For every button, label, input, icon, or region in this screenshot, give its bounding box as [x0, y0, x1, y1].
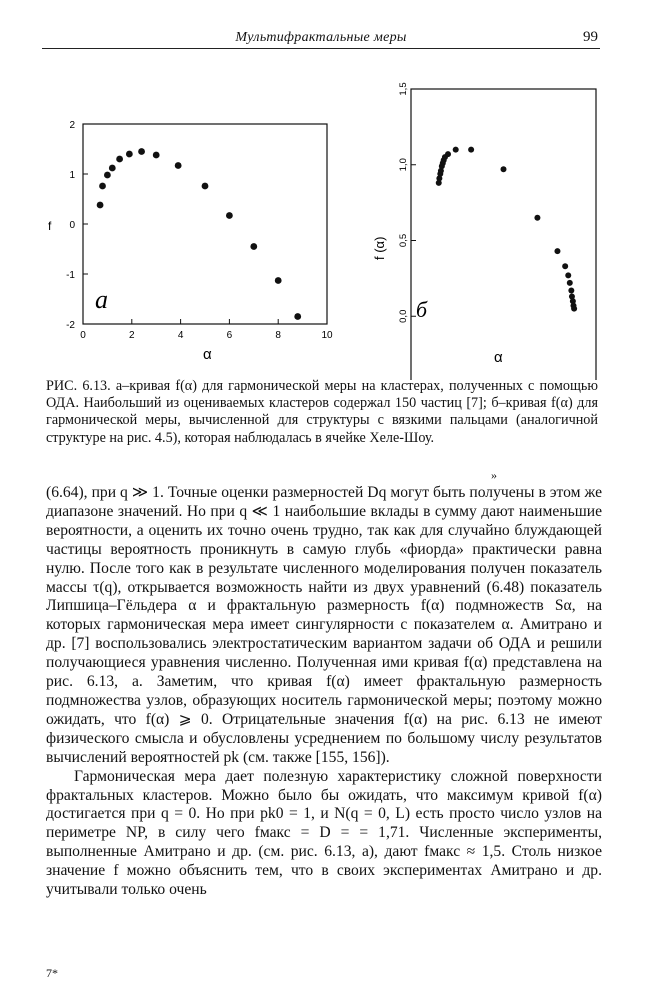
x-tick-label: 0 — [80, 330, 86, 341]
y-tick-label: 0,5 — [398, 233, 409, 248]
data-point — [99, 183, 106, 190]
data-point — [294, 313, 301, 320]
signature-mark: 7* — [46, 966, 58, 980]
data-point — [104, 172, 111, 179]
x-tick-label: 4 — [177, 330, 184, 341]
data-point — [501, 166, 507, 172]
x-tick-label: 10 — [321, 330, 333, 341]
y-tick-label: 1 — [69, 170, 75, 181]
data-point — [175, 162, 182, 169]
data-point — [116, 156, 123, 163]
data-point — [554, 248, 560, 254]
data-point — [453, 147, 459, 153]
page-number: 99 — [583, 29, 598, 45]
data-point — [153, 152, 160, 159]
data-point — [565, 272, 571, 278]
figure-caption: РИС. 6.13. а–кривая f(α) для гармонической меры на кластерах, полученных с помощью ОДА. Наибольший из оцениваемых кластеров содержал 150 частиц [7]; б–кривая f(α) для гармонической меры, вычисленной для структуры с вязкими пальцами (аналогичной структуре на рис. 4.5), которая наблюдалась в ячейке Хеле-Шоу. — [46, 378, 598, 446]
y-tick-label: -2 — [66, 320, 75, 331]
y-tick-label: 2 — [69, 120, 75, 131]
data-point — [109, 165, 116, 172]
data-point — [226, 212, 233, 219]
data-point — [275, 277, 282, 284]
data-point — [126, 151, 133, 158]
figure-svg — [0, 60, 645, 380]
chart-panel-a — [48, 120, 333, 363]
x-axis-label-a: α — [203, 346, 212, 363]
panel-label-b: б — [416, 297, 428, 322]
body-paragraph: Гармоническая мера дает полезную характеристику сложной поверхности фрактальных кластеров. Можно было бы ожидать, что максимум кривой f(α) достигается при q = 0. Но при pk0 = 1, и N(q = 0, L) есть просто число узлов на периметре NP, в силу чего fмакс = D = = 1,71. Численные эксперименты, выполненные Амитрано и др. (см. рис. 6.13, а), дают fмакс ≈ 1,5. Столь низкое значение f можно объяснить тем, что в своих экспериментах Амитрано и др. учитывали только очень — [46, 767, 602, 899]
data-point — [571, 306, 577, 312]
running-title: Мультифрактальные меры — [235, 30, 407, 45]
y-tick-label: 0 — [69, 220, 75, 231]
plot-frame-a — [83, 124, 327, 324]
y-tick-label: 1,5 — [398, 82, 409, 96]
data-point — [445, 151, 451, 157]
y-axis-label-a: f — [48, 219, 52, 233]
data-point — [468, 147, 474, 153]
panel-label-a: a — [95, 285, 108, 314]
data-point — [138, 148, 145, 155]
body-paragraph: (6.64), при q ≫ 1. Точные оценки размерностей Dq могут быть получены в этом же диапазоне значений. Но при q ≪ 1 наибольшие вклады в сумму дают наименьшие вероятности, а оценить их точно очень трудно, так как для случайно блуждающей частицы вероятность проникнуть в самую глубь «фиорда» практически равна нулю. После того как в результате численного моделирования получен показатель массы τ(q), открывается возможность найти из двух уравнений (6.48) показатель Липшица–Гёльдера α и фрактальную размерность f(α) подмножеств Sα, на которых гармоническая мера имеет сингулярности с показателем α. Амитрано и др. [7] воспользовались электростатическим вариантом задачи об ОДА и решили получающиеся уравнения численно. Полученная ими кривая f(α) представлена на рис. 6.13, а. Заметим, что кривая f(α) имеет фрактальную размерность подмножества узлов, образующих носитель гармонической меры; поэтому можно ожидать, что f(α) ⩾ 0. Отрицательные значения f(α) на рис. 6.13 не имеют физического смысла и обусловлены усреднением по большому числу результатов вычислений вероятностей pk (см. также [155, 156]). — [46, 484, 602, 766]
x-tick-label: 2 — [129, 330, 135, 341]
plot-frame-b — [411, 89, 596, 380]
data-point — [97, 202, 104, 209]
data-point — [562, 263, 568, 269]
data-point — [250, 243, 257, 250]
data-point — [534, 215, 540, 221]
y-axis-label-b: f (α) — [372, 236, 387, 260]
stray-mark: » — [491, 468, 497, 482]
y-tick-label: 0,0 — [398, 309, 409, 323]
x-axis-label-b: α — [494, 349, 503, 366]
chart-panel-b — [372, 82, 603, 380]
data-point — [202, 183, 209, 190]
data-point — [567, 280, 573, 286]
x-tick-label: 8 — [275, 330, 281, 341]
data-point — [568, 287, 574, 293]
y-tick-label: -1 — [66, 270, 75, 281]
figure-6-13 — [0, 60, 645, 380]
running-head — [42, 28, 600, 49]
y-tick-label: 1,0 — [398, 158, 409, 172]
body-text — [46, 484, 602, 900]
x-tick-label: 6 — [226, 330, 233, 341]
